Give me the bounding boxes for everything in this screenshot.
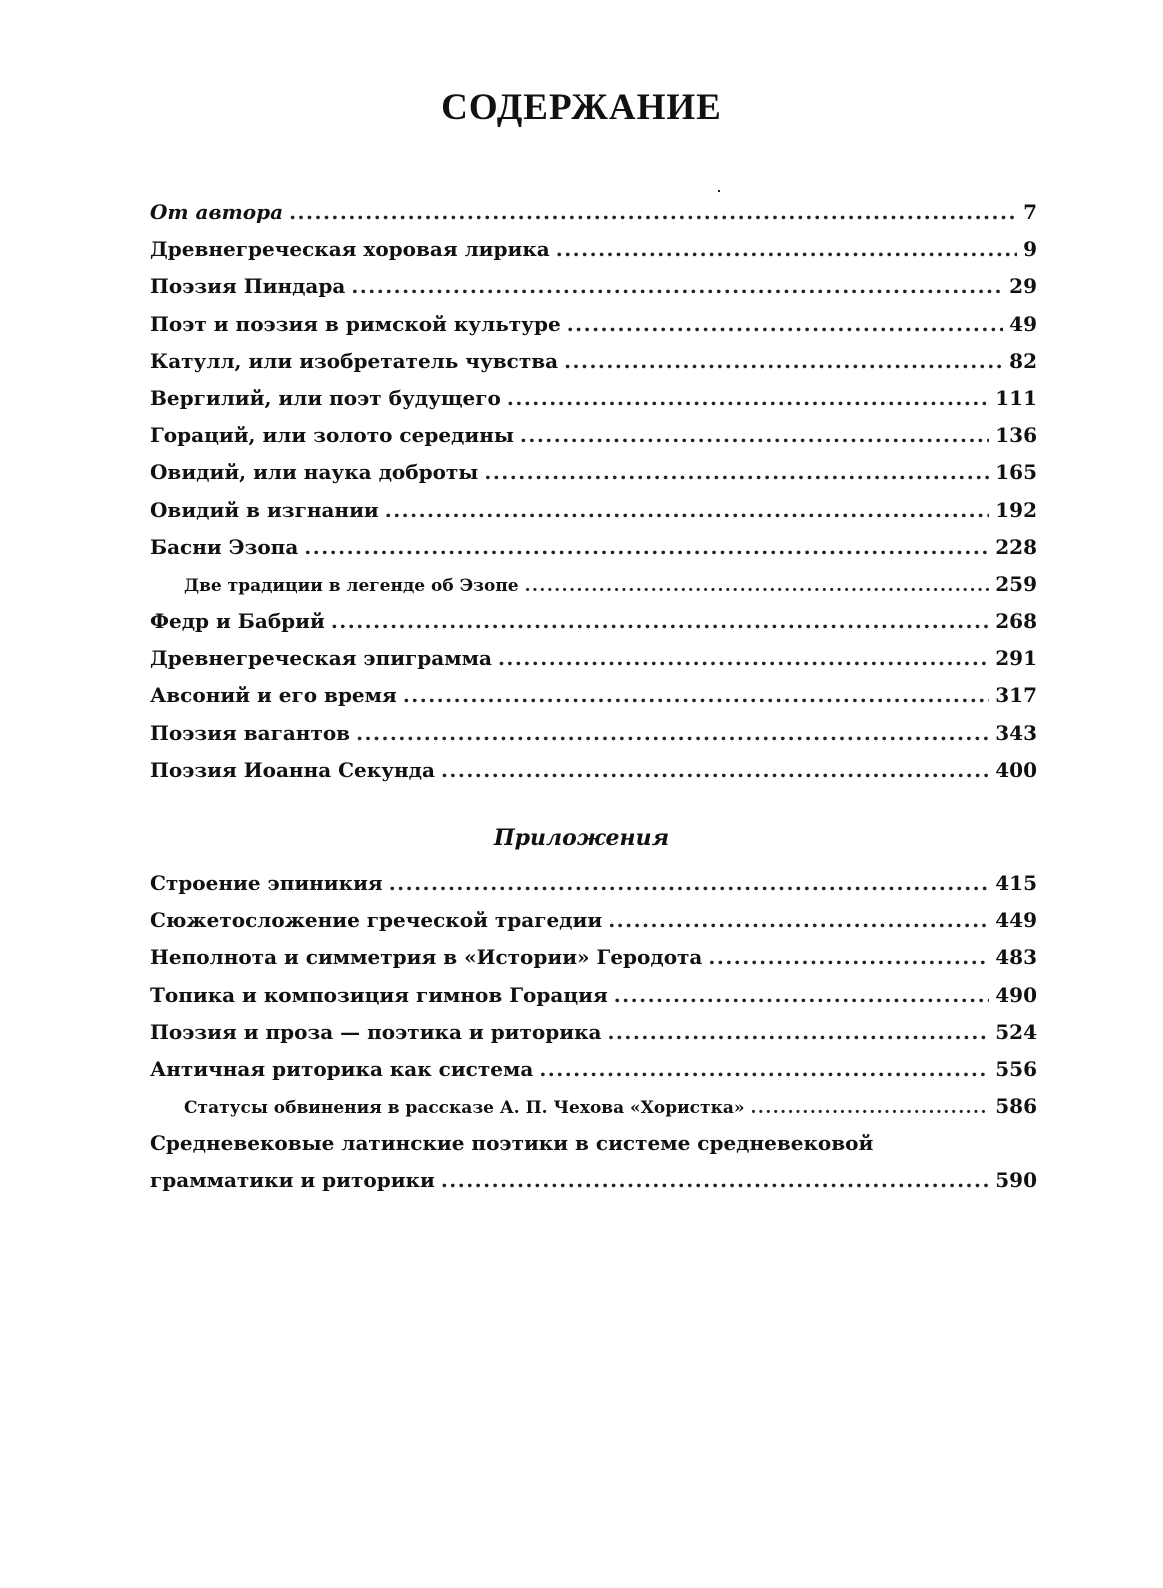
dot-leader — [539, 1057, 989, 1081]
dot-leader — [608, 908, 989, 932]
toc-main-list — [150, 200, 1037, 795]
dot-leader — [564, 349, 1003, 373]
toc-entry-title: Басни Эзопа — [150, 534, 299, 559]
dot-leader — [556, 237, 1017, 261]
dot-leader — [708, 945, 989, 969]
toc-entry-page: 9 — [1023, 237, 1037, 262]
dot-leader — [331, 609, 989, 633]
dot-leader — [441, 758, 989, 782]
toc-entry — [150, 423, 1037, 460]
toc-entry-title: Овидий в изгнании — [150, 497, 379, 522]
toc-entry — [150, 1020, 1037, 1057]
toc-entry — [150, 908, 1037, 945]
toc-entry-page: 490 — [995, 982, 1037, 1007]
toc-entry-title: Древнегреческая эпиграмма — [150, 646, 492, 671]
toc-entry-title: Поэзия Иоанна Секунда — [150, 757, 435, 782]
toc-entry-page: 415 — [995, 871, 1037, 895]
dot-leader — [304, 535, 989, 559]
toc-entry — [150, 200, 1037, 237]
dot-leader — [484, 460, 989, 484]
dot-leader — [289, 200, 1017, 224]
dot-leader — [351, 274, 1003, 298]
dot-leader — [403, 683, 989, 707]
toc-entry-title: Строение эпиникия — [150, 871, 383, 895]
toc-entry-title-row2 — [150, 1168, 1037, 1205]
dot-leader — [751, 1098, 990, 1118]
dot-leader — [498, 646, 989, 670]
toc-entry — [150, 386, 1037, 423]
toc-entry — [150, 237, 1037, 274]
toc-entry-page: 586 — [995, 1094, 1037, 1119]
toc-entry — [150, 1094, 1037, 1131]
toc-entry-page: 291 — [995, 646, 1037, 671]
toc-entry-page: 136 — [995, 423, 1037, 448]
dot-leader — [607, 1020, 989, 1044]
toc-entry-page: 29 — [1009, 274, 1037, 299]
toc-entry — [150, 721, 1037, 758]
toc-appendix-list — [150, 871, 1037, 1205]
toc-entry-title: Поэзия вагантов — [150, 720, 351, 745]
toc-entry-title: Овидий, или наука доброты — [150, 460, 479, 485]
toc-entry-title: Античная риторика как система — [150, 1056, 534, 1081]
dot-leader — [567, 312, 1003, 336]
toc-entry — [150, 646, 1037, 683]
toc-entry-page: 343 — [995, 720, 1037, 745]
toc-entry — [150, 572, 1037, 609]
dot-leader — [614, 983, 990, 1007]
toc-entry — [150, 498, 1037, 535]
toc-entry-page: 111 — [995, 385, 1037, 410]
toc-entry-page: 400 — [995, 757, 1037, 782]
toc-entry-title: Древнегреческая хоровая лирика — [150, 237, 550, 262]
toc-entry — [150, 871, 1037, 908]
print-speck — [718, 190, 720, 192]
toc-entry-title: Вергилий, или поэт будущего — [150, 385, 501, 410]
toc-entry — [150, 683, 1037, 720]
toc-entry-title: Поэт и поэзия в римской культуре — [150, 311, 561, 336]
dot-leader — [525, 576, 990, 596]
toc-entry-page: 449 — [995, 908, 1037, 933]
dot-leader — [389, 871, 990, 895]
toc-entry — [150, 1057, 1037, 1094]
toc-entry-page: 7 — [1023, 200, 1037, 224]
toc-entry — [150, 460, 1037, 497]
toc-entry-title: От автора — [150, 200, 284, 224]
toc-entry-title: Топика и композиция гимнов Горация — [150, 982, 608, 1007]
toc-entry — [150, 535, 1037, 572]
toc-entry-title: Сюжетосложение греческой трагедии — [150, 908, 603, 933]
toc-entry — [150, 1131, 1037, 1205]
toc-entry — [150, 312, 1037, 349]
toc-entry — [150, 609, 1037, 646]
toc-entry-title: Гораций, или золото середины — [150, 423, 514, 448]
toc-entry-page: 192 — [995, 497, 1037, 522]
toc-entry — [150, 758, 1037, 795]
toc-entry-page: 165 — [995, 460, 1037, 485]
toc-entry-title: Катулл, или изобретатель чувства — [150, 348, 559, 373]
toc-entry-title-line2: грамматики и риторики — [150, 1168, 435, 1193]
toc-entry-page: 524 — [995, 1019, 1037, 1044]
toc-entry-title-line1: Средневековые латинские поэтики в системе средневековой — [150, 1131, 874, 1156]
toc-entry — [150, 274, 1037, 311]
toc-entry-page: 49 — [1009, 311, 1037, 336]
toc-entry-title: Статусы обвинения в рассказе А. П. Чехова «Хористка» — [184, 1098, 745, 1119]
toc-entry-title: Поэзия и проза — поэтика и риторика — [150, 1019, 602, 1044]
toc-entry — [150, 945, 1037, 982]
toc-entry-title: Неполнота и симметрия в «Истории» Геродота — [150, 945, 703, 970]
toc-entry-page: 483 — [995, 945, 1037, 970]
toc-entry-page: 590 — [995, 1168, 1037, 1193]
toc-entry-page: 82 — [1009, 348, 1037, 373]
page-title: СОДЕРЖАНИЕ — [441, 87, 722, 128]
toc-entry — [150, 983, 1037, 1020]
dot-leader — [441, 1168, 989, 1192]
toc-entry-title: Поэзия Пиндара — [150, 274, 346, 299]
toc-entry-title: Две традиции в легенде об Эзопе — [184, 575, 519, 596]
toc-entry-page: 259 — [995, 571, 1037, 596]
toc-entry-page: 228 — [995, 534, 1037, 559]
appendix-heading: Приложения — [493, 825, 670, 851]
toc-entry-page: 268 — [995, 609, 1037, 634]
toc-entry-title: Федр и Бабрий — [150, 609, 325, 634]
dot-leader — [356, 721, 989, 745]
toc-entry-page: 317 — [995, 683, 1037, 708]
toc-entry — [150, 349, 1037, 386]
dot-leader — [385, 498, 990, 522]
dot-leader — [507, 386, 989, 410]
toc-entry-title: Авсоний и его время — [150, 683, 397, 708]
dot-leader — [520, 423, 989, 447]
toc-entry-page: 556 — [995, 1056, 1037, 1081]
